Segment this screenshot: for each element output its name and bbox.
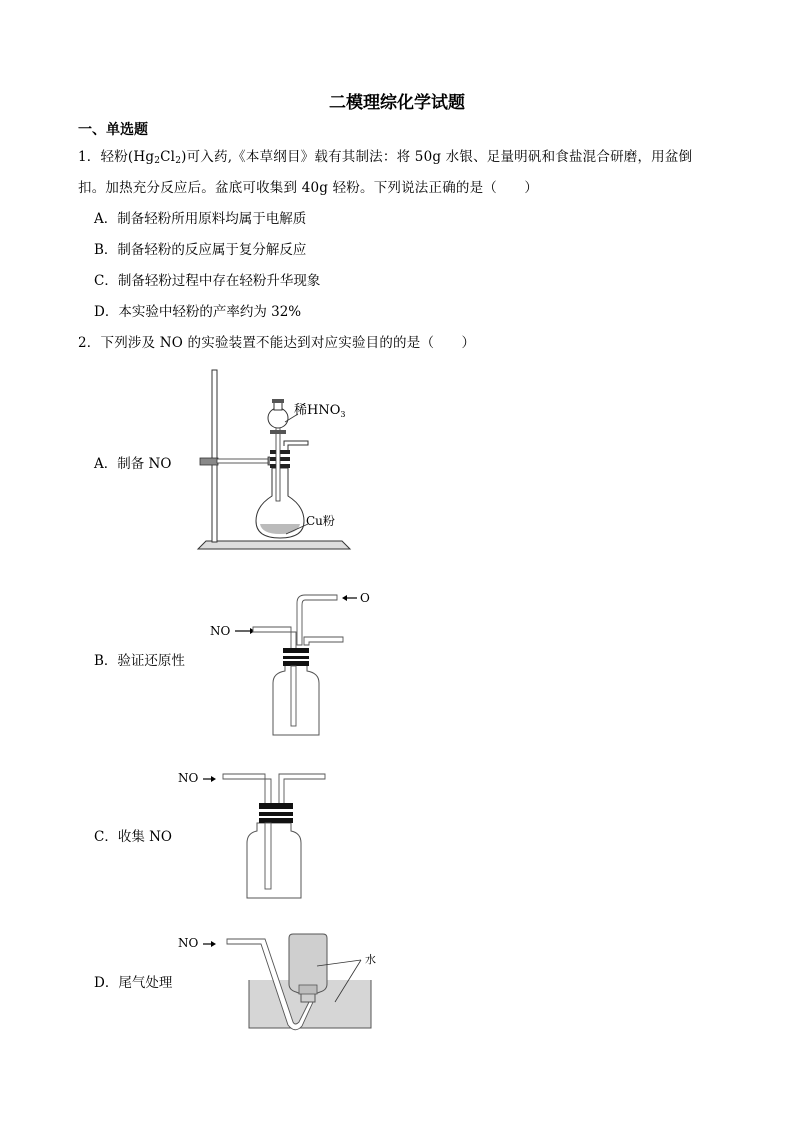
- label-water: 水: [365, 953, 376, 966]
- figure-b-apparatus: [205, 585, 395, 745]
- separatory-funnel: [268, 408, 288, 428]
- page-title: 二模理综化学试题: [329, 93, 465, 113]
- q1-option-d: D．本实验中轻粉的产率约为 32%: [94, 304, 302, 320]
- q2-option-c: C．收集 NO: [94, 829, 173, 845]
- bottle-stopper: [259, 803, 293, 823]
- label-cu-powder: Cu粉: [306, 514, 335, 528]
- figure-c-apparatus: [175, 765, 335, 905]
- delivery-tube: [284, 441, 308, 450]
- q2-option-d: D．尾气处理: [94, 975, 173, 991]
- stand-rod: [212, 370, 217, 542]
- arrow-o-inlet: [342, 595, 347, 601]
- q1-sub1: 2: [154, 156, 161, 166]
- q2-option-a: A．制备 NO: [94, 456, 172, 472]
- clamp-knob: [200, 458, 218, 465]
- q1-stem-line1: [78, 145, 692, 166]
- stand-base: [198, 541, 350, 549]
- q1-formula-part2: Cl: [160, 149, 176, 165]
- q1-stem-line2: 扣。加热充分反应后。盆底可收集到 40g 轻粉。下列说法正确的是（ ）: [78, 180, 539, 196]
- gas-bottle: [247, 823, 301, 898]
- label-no-inlet: NO: [178, 771, 199, 785]
- q2-option-b: B．验证还原性: [94, 653, 185, 669]
- funnel-stopcock: [270, 430, 286, 434]
- q1-option-b: B．制备轻粉的反应属于复分解反应: [94, 242, 307, 258]
- q1-option-a: A．制备轻粉所用原料均属于电解质: [94, 211, 307, 227]
- figure-d-apparatus: [175, 930, 385, 1035]
- label-dilute-hno3: 稀$HNO_3$: [294, 403, 346, 419]
- q1-option-c: C．制备轻粉过程中存在轻粉升华现象: [94, 273, 321, 289]
- label-no-inlet: NO: [210, 624, 231, 638]
- outlet-tube: [304, 637, 343, 645]
- bottle-stopper: [283, 648, 309, 666]
- q1-sub2: 2: [175, 156, 182, 166]
- q1-formula-part1: 轻粉(Hg: [100, 149, 155, 165]
- label-o-inlet: O: [360, 591, 370, 605]
- q1-stem-text: )可入药,《本草纲目》载有其制法：将 50g 水银、足量明矾和食盐混合研磨，用盆倒: [181, 149, 693, 165]
- q1-number: 1．: [78, 149, 101, 165]
- label-no-inlet: NO: [178, 936, 199, 950]
- section-heading: 一、单选题: [78, 122, 148, 138]
- figure-a-apparatus: [190, 366, 360, 556]
- q2-stem: 2．下列涉及 NO 的实验装置不能达到对应实验目的的是（ ）: [78, 335, 476, 351]
